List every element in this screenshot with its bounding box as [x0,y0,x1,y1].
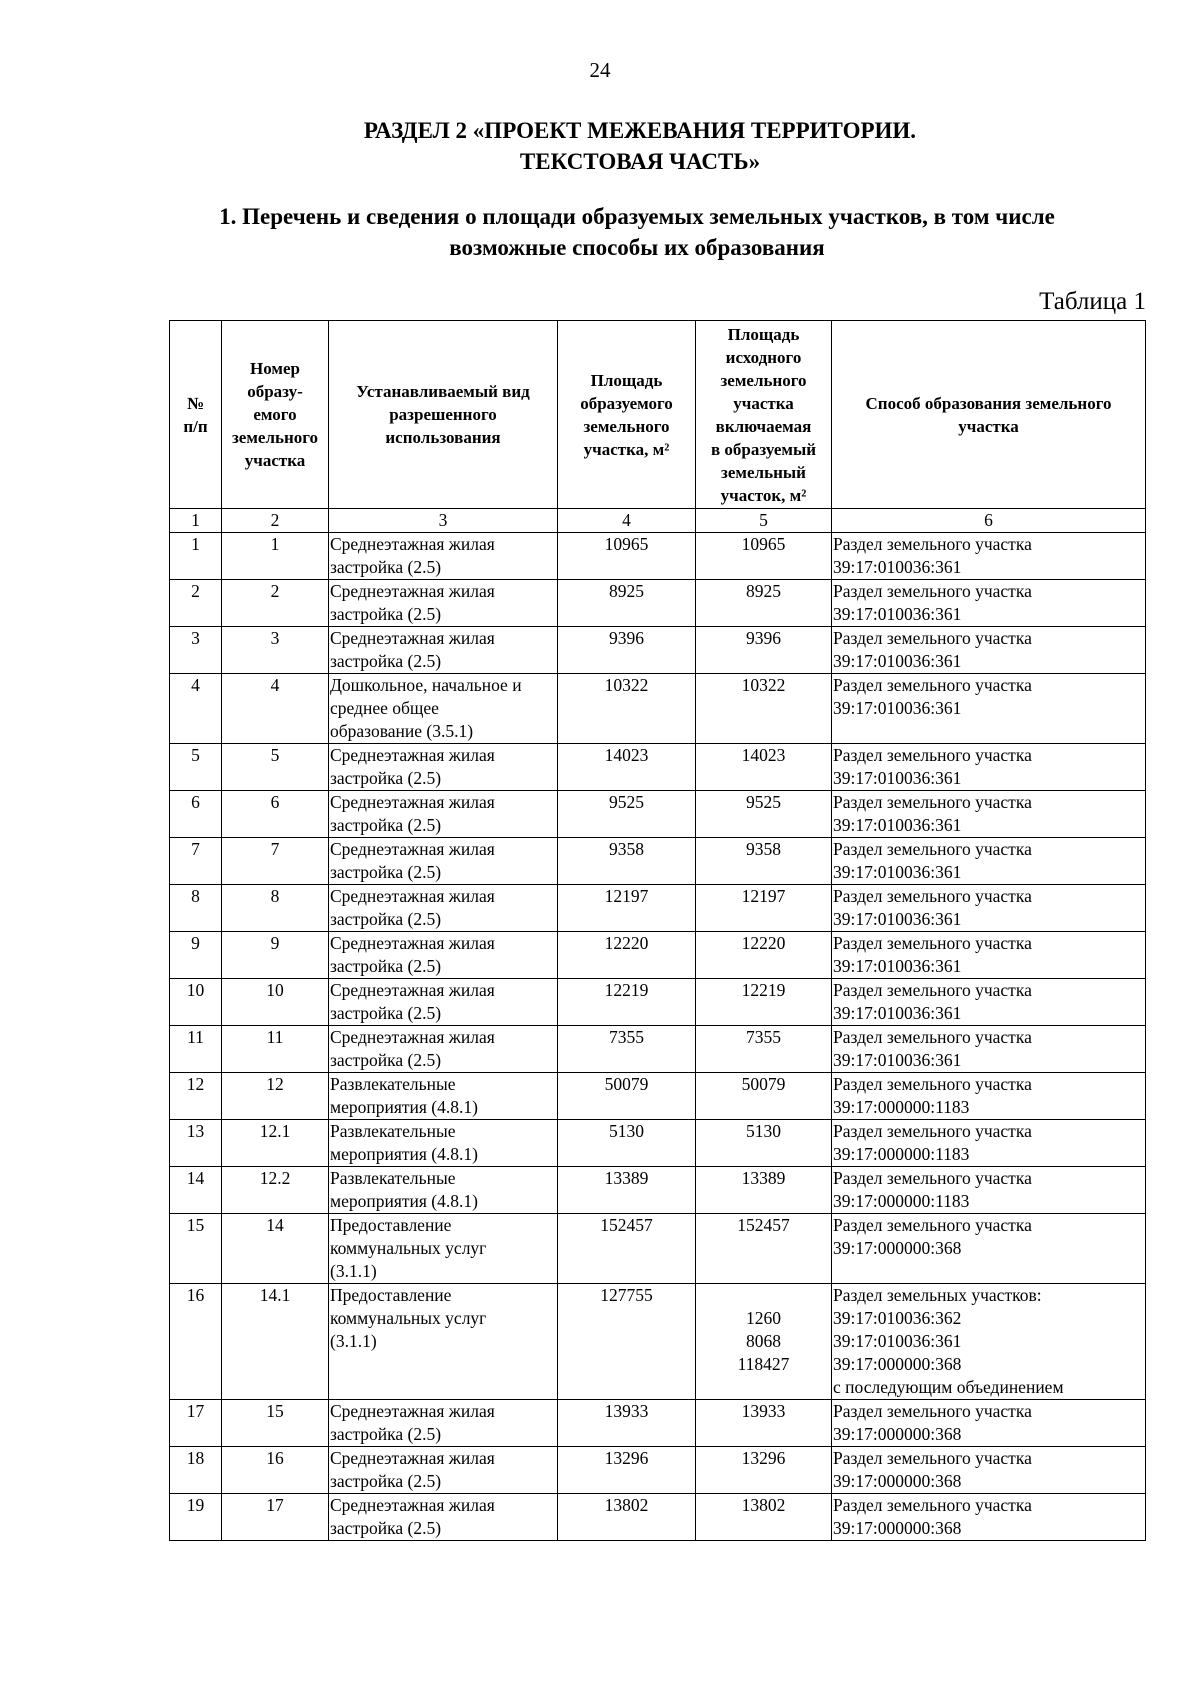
table-row [170,838,1146,885]
formation-method-cell-line: 39:17:000000:368 [833,1238,962,1258]
permitted-use-cell-line: Предоставление [330,1285,452,1305]
source-area-cell-line: 12220 [741,933,786,953]
plot-number-cell: 17 [222,1494,329,1541]
permitted-use-cell-line: Среднеэтажная жилая [330,628,495,648]
formation-method-cell-line: 39:17:000000:1183 [833,1191,970,1211]
plot-area-cell: 152457 [558,1214,696,1284]
table-row [170,1400,1146,1447]
formation-method-cell [832,885,1146,932]
plot-number-cell: 10 [222,979,329,1026]
formation-method-cell-line: 39:17:010036:361 [833,1050,962,1070]
formation-method-cell [832,674,1146,744]
formation-method-cell-line: Раздел земельного участка [833,1215,1032,1235]
permitted-use-cell-line: Среднеэтажная жилая [330,745,495,765]
formation-method-cell [832,1214,1146,1284]
source-area-cell [696,1214,832,1284]
header-cell [832,321,1146,509]
permitted-use-cell-line: мероприятия (4.8.1) [330,1191,478,1211]
table-row [170,1447,1146,1494]
row-number-cell: 5 [170,744,222,791]
plot-number-cell: 8 [222,885,329,932]
plot-area-cell: 9358 [558,838,696,885]
plot-number-cell: 2 [222,580,329,627]
permitted-use-cell [329,1494,558,1541]
permitted-use-cell-line: Среднеэтажная жилая [330,1027,495,1047]
formation-method-cell-line: Раздел земельного участка [833,1168,1032,1188]
formation-method-cell-line: Раздел земельного участка [833,581,1032,601]
formation-method-cell [832,533,1146,580]
formation-method-cell-line: Раздел земельного участка [833,980,1032,1000]
permitted-use-cell-line: (3.1.1) [330,1331,377,1351]
row-number-cell: 12 [170,1073,222,1120]
table-row [170,885,1146,932]
formation-method-cell [832,791,1146,838]
source-area-cell [696,627,832,674]
formation-method-cell [832,1026,1146,1073]
formation-method-cell [832,1284,1146,1400]
table-row [170,627,1146,674]
table-row [170,979,1146,1026]
table-row [170,791,1146,838]
column-number-row [170,509,1146,533]
plot-area-cell: 10965 [558,533,696,580]
plot-area-cell: 127755 [558,1284,696,1400]
plot-area-cell: 13389 [558,1167,696,1214]
plot-area-cell: 12219 [558,979,696,1026]
permitted-use-cell-line: застройка (2.5) [330,862,442,882]
source-area-cell [696,885,832,932]
permitted-use-cell [329,1284,558,1400]
formation-method-cell-line: Раздел земельных участков: [833,1285,1042,1305]
permitted-use-cell [329,838,558,885]
plot-number-cell: 12 [222,1073,329,1120]
source-area-cell-line: 9358 [746,839,781,859]
formation-method-cell [832,1073,1146,1120]
header-cell [329,321,558,509]
formation-method-cell-line: Раздел земельного участка [833,1121,1032,1141]
formation-method-cell [832,580,1146,627]
permitted-use-cell-line: (3.1.1) [330,1261,377,1281]
source-area-cell-line: 9396 [746,628,781,648]
plot-area-cell: 10322 [558,674,696,744]
table-row [170,1167,1146,1214]
table-row [170,1284,1146,1400]
source-area-cell-line: 118427 [737,1354,790,1374]
formation-method-cell-line: 39:17:010036:361 [833,909,962,929]
row-number-cell: 7 [170,838,222,885]
permitted-use-cell-line: застройка (2.5) [330,604,442,624]
page-number: 24 [589,58,611,82]
formation-method-cell-line: Раздел земельного участка [833,1401,1032,1421]
row-number-cell: 9 [170,932,222,979]
plot-area-cell: 12197 [558,885,696,932]
source-area-cell [696,1073,832,1120]
plot-number-cell: 9 [222,932,329,979]
formation-method-cell-line: Раздел земельного участка [833,745,1032,765]
row-number-cell: 6 [170,791,222,838]
header-line: Устанавливаемый вид [356,382,530,401]
plot-number-cell: 12.2 [222,1167,329,1214]
plot-area-cell: 9396 [558,627,696,674]
table-row [170,744,1146,791]
header-line: в образуемый [710,439,817,459]
table-row [170,1026,1146,1073]
formation-method-cell-line: Раздел земельного участка [833,1448,1032,1468]
table-header-row [170,321,1146,509]
plot-area-cell: 7355 [558,1026,696,1073]
formation-method-cell-line: 39:17:010036:361 [833,768,962,788]
permitted-use-cell-line: Развлекательные [330,1121,456,1141]
section-title-line: ТЕКСТОВАЯ ЧАСТЬ» [519,149,761,174]
plot-number-cell: 16 [222,1447,329,1494]
header-cell [222,321,329,509]
source-area-cell [696,1494,832,1541]
row-number-cell: 10 [170,979,222,1026]
source-area-cell-line: 13802 [741,1495,786,1515]
formation-method-cell [832,1400,1146,1447]
row-number-cell: 2 [170,580,222,627]
permitted-use-cell-line: коммунальных услуг [330,1308,487,1328]
header-line: участка, м² [583,439,670,459]
formation-method-cell-line: 39:17:000000:1183 [833,1097,970,1117]
column-number-cell: 5 [696,509,832,533]
header-line: включаемая [715,416,812,436]
source-area-cell-line: 12197 [741,886,786,906]
header-line: земельного [720,370,807,390]
plot-number-cell: 5 [222,744,329,791]
permitted-use-cell-line: Среднеэтажная жилая [330,886,495,906]
permitted-use-cell-line: Среднеэтажная жилая [330,792,495,812]
permitted-use-cell-line: Развлекательные [330,1074,456,1094]
source-area-cell-line: 7355 [746,1027,781,1047]
header-line: разрешенного [389,405,497,424]
formation-method-cell-line: 39:17:000000:368 [833,1354,962,1374]
table-row [170,1494,1146,1541]
permitted-use-cell [329,1120,558,1167]
header-line: Способ образования земельного [865,393,1112,413]
formation-method-cell-line: Раздел земельного участка [833,1495,1032,1515]
formation-method-cell [832,979,1146,1026]
header-line: земельный [721,462,806,482]
subsection-title-line: 1. Перечень и сведения о площади образуемых земельных участков, в том числе [219,204,1055,229]
plot-number-cell: 7 [222,838,329,885]
header-cell [170,321,222,509]
formation-method-cell [832,1494,1146,1541]
header-cell [558,321,696,509]
source-area-cell [696,791,832,838]
permitted-use-cell [329,580,558,627]
section-title-line: РАЗДЕЛ 2 «ПРОЕКТ МЕЖЕВАНИЯ ТЕРРИТОРИИ. [363,118,917,143]
permitted-use-cell-line: застройка (2.5) [330,1050,442,1070]
plot-area-cell: 12220 [558,932,696,979]
source-area-cell [696,580,832,627]
plot-number-cell: 14.1 [222,1284,329,1400]
permitted-use-cell-line: Среднеэтажная жилая [330,839,495,859]
row-number-cell: 8 [170,885,222,932]
source-area-cell [696,838,832,885]
column-number-cell: 6 [832,509,1146,533]
permitted-use-cell-line: Среднеэтажная жилая [330,980,495,1000]
permitted-use-cell-line: застройка (2.5) [330,1518,442,1538]
formation-method-cell-line: 39:17:010036:361 [833,956,962,976]
source-area-cell [696,1120,832,1167]
source-area-cell-line: 10322 [741,675,786,695]
column-number-cell: 4 [558,509,696,533]
plot-area-cell: 5130 [558,1120,696,1167]
table-row [170,1214,1146,1284]
permitted-use-cell [329,1073,558,1120]
formation-method-cell [832,1120,1146,1167]
plot-number-cell: 1 [222,533,329,580]
plot-number-cell: 3 [222,627,329,674]
row-number-cell: 13 [170,1120,222,1167]
source-area-cell-line: 50079 [741,1074,786,1094]
row-number-cell: 11 [170,1026,222,1073]
formation-method-cell-line: 39:17:000000:1183 [833,1144,970,1164]
header-line: участка [733,393,794,413]
formation-method-cell-line: 39:17:010036:361 [833,557,962,577]
header-line: емого [253,405,297,424]
formation-method-cell-line: 39:17:010036:361 [833,1331,962,1351]
table-row [170,533,1146,580]
source-area-cell [696,932,832,979]
source-area-cell [696,533,832,580]
formation-method-cell [832,932,1146,979]
formation-method-cell-line: Раздел земельного участка [833,628,1032,648]
formation-method-cell-line: Раздел земельного участка [833,675,1032,695]
formation-method-cell-line: 39:17:010036:362 [833,1308,962,1328]
permitted-use-cell-line: мероприятия (4.8.1) [330,1144,478,1164]
formation-method-cell [832,1167,1146,1214]
permitted-use-cell [329,1400,558,1447]
formation-method-cell-line: 39:17:010036:361 [833,604,962,624]
permitted-use-cell-line: застройка (2.5) [330,768,442,788]
permitted-use-cell [329,885,558,932]
source-area-cell [696,1026,832,1073]
row-number-cell: 3 [170,627,222,674]
source-area-cell-line: 152457 [737,1215,790,1235]
permitted-use-cell-line: застройка (2.5) [330,651,442,671]
subsection-title-line: возможные способы их образования [449,235,825,260]
row-number-cell: 19 [170,1494,222,1541]
formation-method-cell-line: 39:17:000000:368 [833,1424,962,1444]
plot-area-cell: 13296 [558,1447,696,1494]
header-line: использования [385,428,501,447]
column-number-cell: 1 [170,509,222,533]
table-row [170,932,1146,979]
permitted-use-cell-line: застройка (2.5) [330,956,442,976]
source-area-cell-line: 12219 [741,980,786,1000]
formation-method-cell [832,1447,1146,1494]
formation-method-cell-line: Раздел земельного участка [833,1074,1032,1094]
formation-method-cell-line: Раздел земельного участка [833,1027,1032,1047]
permitted-use-cell-line: Среднеэтажная жилая [330,1401,495,1421]
permitted-use-cell-line: среднее общее [330,698,439,718]
permitted-use-cell-line: Предоставление [330,1215,452,1235]
table-row [170,1120,1146,1167]
formation-method-cell-line: 39:17:010036:361 [833,862,962,882]
source-area-cell [696,1400,832,1447]
permitted-use-cell-line: Среднеэтажная жилая [330,581,495,601]
plot-number-cell: 12.1 [222,1120,329,1167]
header-line: Номер [250,359,300,378]
formation-method-cell-line: Раздел земельного участка [833,886,1032,906]
plot-area-cell: 14023 [558,744,696,791]
permitted-use-cell [329,791,558,838]
source-area-cell-line: 10965 [741,534,786,554]
source-area-cell-line: 5130 [746,1121,781,1141]
formation-method-cell [832,744,1146,791]
source-area-cell [696,1447,832,1494]
formation-method-cell-line: с последующим объединением [833,1377,1064,1397]
source-area-cell [696,744,832,791]
row-number-cell: 18 [170,1447,222,1494]
formation-method-cell-line: Раздел земельного участка [833,534,1032,554]
plot-area-cell: 13802 [558,1494,696,1541]
plot-area-cell: 13933 [558,1400,696,1447]
source-area-cell [696,979,832,1026]
permitted-use-cell [329,1167,558,1214]
formation-method-cell-line: 39:17:010036:361 [833,1003,962,1023]
header-line: Площадь [590,370,663,390]
row-number-cell: 17 [170,1400,222,1447]
row-number-cell: 15 [170,1214,222,1284]
table-body [170,509,1146,1541]
plot-area-cell: 8925 [558,580,696,627]
header-line: образуемого [580,393,673,413]
permitted-use-cell [329,979,558,1026]
column-number-cell: 3 [329,509,558,533]
plot-number-cell: 15 [222,1400,329,1447]
header-line: земельного [583,416,670,436]
source-area-cell [696,1284,832,1400]
permitted-use-cell-line: застройка (2.5) [330,815,442,835]
plot-area-cell: 9525 [558,791,696,838]
section-title [40,115,1200,177]
row-number-cell: 16 [170,1284,222,1400]
permitted-use-cell-line: Среднеэтажная жилая [330,1495,495,1515]
plot-area-cell: 50079 [558,1073,696,1120]
header-line: исходного [725,347,802,367]
row-number-cell: 1 [170,533,222,580]
permitted-use-cell-line: Среднеэтажная жилая [330,933,495,953]
header-line: образу- [247,382,303,401]
table-row [170,674,1146,744]
permitted-use-cell-line: мероприятия (4.8.1) [330,1097,478,1117]
permitted-use-cell [329,1214,558,1284]
table-row [170,1073,1146,1120]
formation-method-cell-line: 39:17:010036:361 [833,698,962,718]
source-area-cell-line: 13389 [741,1168,786,1188]
permitted-use-cell [329,1447,558,1494]
formation-method-cell-line: Раздел земельного участка [833,933,1032,953]
row-number-cell: 4 [170,674,222,744]
permitted-use-cell [329,932,558,979]
source-area-cell-line: 13296 [741,1448,786,1468]
permitted-use-cell-line: застройка (2.5) [330,1003,442,1023]
source-area-cell-line: 14023 [741,745,786,765]
permitted-use-cell-line: образование (3.5.1) [330,721,474,741]
formation-method-cell-line: Раздел земельного участка [833,839,1032,859]
formation-method-cell-line: Раздел земельного участка [833,792,1032,812]
table-label: Таблица 1 [1039,288,1146,315]
header-line: Площадь [727,324,800,344]
header-line: п/п [183,416,208,436]
formation-method-cell [832,838,1146,885]
permitted-use-cell-line: коммунальных услуг [330,1238,487,1258]
source-area-cell-line: 8068 [746,1331,781,1351]
header-line: № [186,393,205,413]
permitted-use-cell-line: застройка (2.5) [330,909,442,929]
permitted-use-cell [329,533,558,580]
header-line: участка [244,451,306,470]
permitted-use-cell [329,627,558,674]
formation-method-cell-line: 39:17:010036:361 [833,815,962,835]
permitted-use-cell [329,1026,558,1073]
header-line: участка [958,416,1019,436]
permitted-use-cell-line: Среднеэтажная жилая [330,1448,495,1468]
header-line: земельного [231,428,319,447]
source-area-cell-line: 9525 [746,792,781,812]
plot-number-cell: 14 [222,1214,329,1284]
subsection-title [62,201,1200,263]
source-area-cell [696,1167,832,1214]
formation-method-cell-line: 39:17:010036:361 [833,651,962,671]
plot-number-cell: 6 [222,791,329,838]
source-area-cell-line: 1260 [746,1308,781,1328]
permitted-use-cell [329,744,558,791]
source-area-cell-line: 8925 [746,581,781,601]
table-row [170,580,1146,627]
formation-method-cell [832,627,1146,674]
permitted-use-cell-line: Среднеэтажная жилая [330,534,495,554]
plot-number-cell: 11 [222,1026,329,1073]
source-area-cell-line [697,1284,830,1307]
permitted-use-cell-line: Дошкольное, начальное и [330,675,522,695]
permitted-use-cell-line: застройка (2.5) [330,1424,442,1444]
plots-table [169,320,1146,1541]
permitted-use-cell-line: Развлекательные [330,1168,456,1188]
row-number-cell: 14 [170,1167,222,1214]
formation-method-cell-line: 39:17:000000:368 [833,1518,962,1538]
header-line: участок, м² [720,485,807,505]
permitted-use-cell [329,674,558,744]
formation-method-cell-line: 39:17:000000:368 [833,1471,962,1491]
source-area-cell [696,674,832,744]
source-area-cell-line: 13933 [741,1401,786,1421]
header-cell [696,321,832,509]
permitted-use-cell-line: застройка (2.5) [330,1471,442,1491]
column-number-cell: 2 [222,509,329,533]
plot-number-cell: 4 [222,674,329,744]
permitted-use-cell-line: застройка (2.5) [330,557,442,577]
